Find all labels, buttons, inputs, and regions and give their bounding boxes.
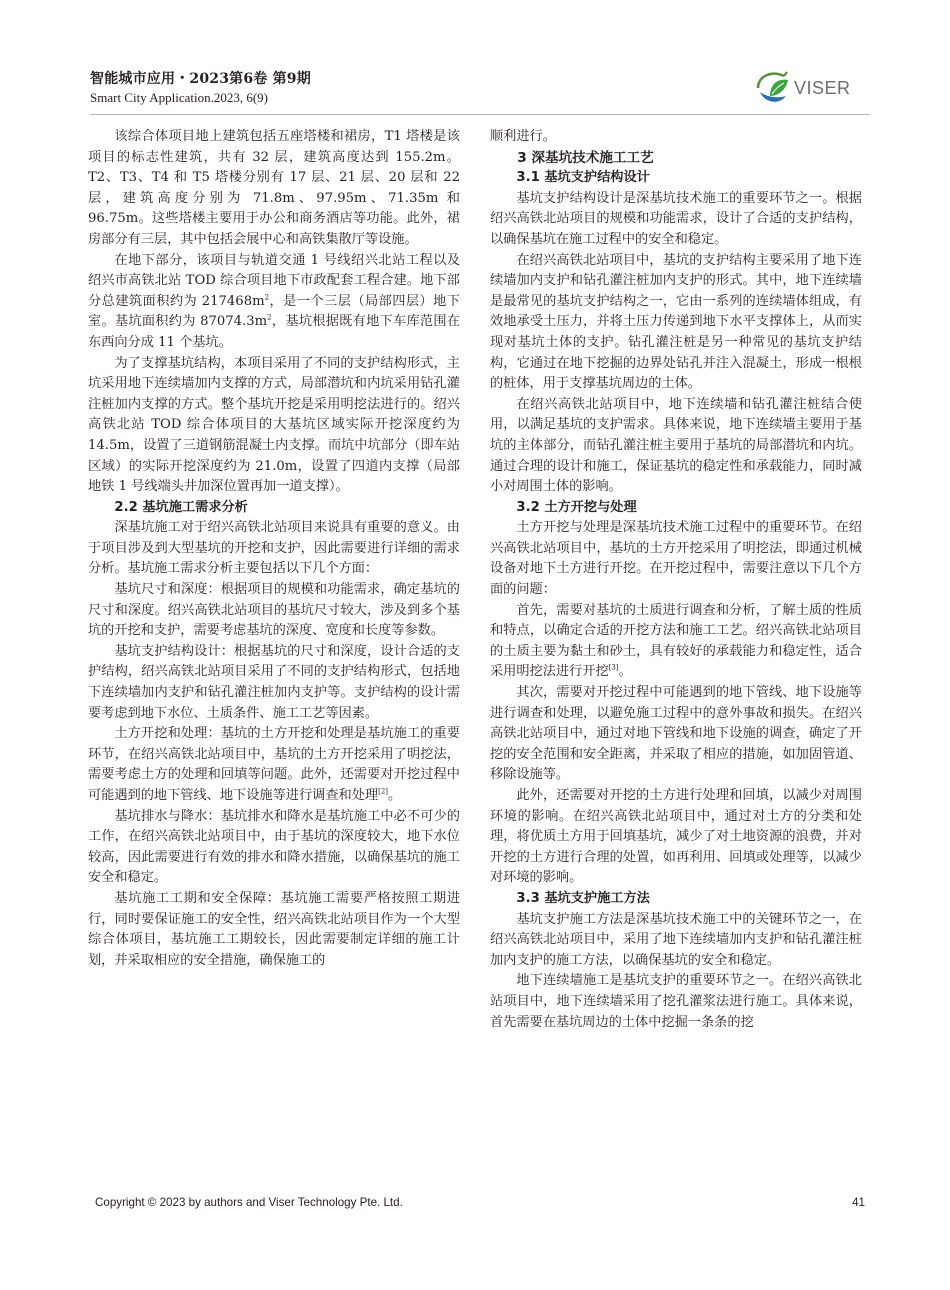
text-run: ，基坑根据既有地下车库范围在东西向分成 11 个基坑。: [88, 314, 461, 350]
copyright-notice: Copyright © 2023 by authors and Viser Technology Pte. Ltd.: [95, 1196, 403, 1209]
body-paragraph: [490, 971, 862, 1033]
page-footer: [95, 1196, 865, 1216]
superscript: 2: [267, 313, 272, 322]
body-paragraph: [490, 683, 862, 786]
section-heading: 3.1 基坑支护结构设计: [516, 170, 650, 186]
body-paragraph: [490, 601, 862, 683]
journal-english-title: Smart City Application.2023, 6(9): [90, 90, 269, 105]
text-run: 地下连续墙施工是基坑支护的重要环节之一。在绍兴高铁北站项目中，地下连续墙采用了挖孔灌浆法进行施工。具体来说，首先需要在基坑周边的土体中挖掘一条条的挖: [490, 973, 862, 1030]
text-run: 基坑尺寸和深度：根据项目的规模和功能需求，确定基坑的尺寸和深度。绍兴高铁北站项目的基坑尺寸较大，涉及到多个基坑的开挖和支护，需要考虑基坑的深度、宽度和长度等参数。: [88, 582, 460, 639]
logo-text: VISER: [794, 78, 851, 98]
superscript: 2: [264, 293, 270, 302]
body-paragraph: [88, 807, 460, 889]
body-paragraph: [88, 724, 460, 806]
superscript: [3]: [608, 664, 619, 673]
text-run: 此外，还需要对开挖的土方进行处理和回填，以减少对周围环境的影响。在绍兴高铁北站项目中，通过对土方的分类和处理，将优质土方用于回填基坑，减少了对土地资源的浪费，并对开挖的土方进行合理的处置，如再利用、回填或处理等，以减少对环境的影响。: [490, 788, 862, 886]
body-paragraph: [88, 518, 460, 580]
body-paragraph: [88, 251, 460, 354]
superscript: [2]: [378, 787, 389, 796]
text-run: 顺利进行。: [490, 129, 556, 144]
body-paragraph: [490, 251, 862, 395]
body-paragraph: [490, 786, 862, 889]
body-paragraph: [490, 910, 862, 972]
body-paragraph: [88, 127, 460, 251]
text-run: 在地下部分，该项目与轨道交通 1 号线绍兴北站工程以及绍兴市高铁北站 TOD 综合项目地下市政配套工程合建。地下部分总建筑面积约为 217468m: [88, 252, 460, 309]
text-run: 基坑施工工期和安全保障：基坑施工需要严格按照工期进行，同时要保证施工的安全性，绍兴高铁北站项目作为一个大型综合体项目，基坑施工工期较长，因此需要制定详细的施工计划，并采取相应的安全措施，确保施工的: [88, 890, 460, 968]
journal-title: 智能城市应用・2023第6卷 第9期: [90, 71, 311, 87]
body-paragraph: [88, 642, 460, 724]
text-run: 其次，需要对开挖过程中可能遇到的地下管线、地下设施等进行调查和处理，以避免施工过程中的意外事故和损失。在绍兴高铁北站项目中，通过对地下管线和地下设施的调查，确定了开挖的安全范围和安全距离，并采取了相应的措施，如加固管道、移除设施等。: [490, 685, 862, 783]
page-header: [90, 68, 870, 118]
body-paragraph: [490, 395, 862, 498]
text-run: 在绍兴高铁北站项目中，基坑的支护结构主要采用了地下连续墙加内支护和钻孔灌注桩加内支护的形式。其中，地下连续墙是最常见的基坑支护结构之一，它由一系列的连续墙体组成，有效地承受土压力，并将土压力传递到地下水平支撑体上，从而实现对基坑土体的支护。钻孔灌注桩是另一种常见的基坑支护结构，它通过在地下挖掘的边界处钻孔并注入混凝土，形成一根根的桩体，用于支撑基坑周边的土体。: [490, 252, 862, 392]
viser-logo: [750, 68, 870, 110]
text-run: 基坑支护结构设计：根据基坑的尺寸和深度，设计合适的支护结构，绍兴高铁北站项目采用了不同的支护结构形式，包括地下连续墙加内支护和钻孔灌注桩加内支护等。支护结构的设计需要考虑到地下水位、土质条件、施工工艺等因素。: [88, 643, 460, 721]
body-paragraph: [88, 354, 460, 498]
text-run: 基坑支护施工方法是深基坑技术施工中的关键环节之一，在绍兴高铁北站项目中，采用了地下连续墙加内支护和钻孔灌注桩加内支护的施工方法，以确保基坑的安全和稳定。: [490, 911, 862, 968]
text-run: 基坑支护结构设计是深基坑技术施工的重要环节之一。根据绍兴高铁北站项目的规模和功能需求，设计了合适的支护结构，以确保基坑在施工过程中的安全和稳定。: [490, 190, 862, 247]
header-rule: [90, 114, 870, 115]
left-column: [88, 127, 460, 971]
text-run: ，是一个三层（局部四层）地下室。基坑面积约为 87074.3m: [88, 293, 460, 330]
text-run: 基坑排水与降水：基坑排水和降水是基坑施工中必不可少的工作，在绍兴高铁北站项目中，由于基坑的深度较大，地下水位较高，因此需要进行有效的排水和降水措施，以确保基坑的施工安全和稳定。: [88, 808, 460, 886]
text-run: 该综合体项目地上建筑包括五座塔楼和裙房，T1 塔楼是该项目的标志性建筑，共有 32 层，建筑高度达到 155.2m。T2、T3、T4 和 T5 塔楼分别有 17 层、21 层、20 层和 22 层，建筑高度分别为 71.8m、97.95m、71.35m 和 96.75m。这些塔楼主要用于办公和商务酒店等功能。此外，裙房部分有三层，其中包括会展中心和高铁集散厅等设施。: [88, 129, 460, 247]
page-number: 41: [852, 1196, 865, 1209]
body-paragraph: [88, 580, 460, 642]
body-paragraph: [490, 127, 862, 148]
right-column: [490, 127, 862, 1033]
text-run: 首先，需要对基坑的土质进行调查和分析，了解土质的性质和特点，以确定合适的开挖方法和施工工艺。绍兴高铁北站项目的土质主要为黏土和砂土，具有较好的承载能力和稳定性，适合采用明挖法进行开挖: [490, 602, 862, 680]
text-run: 。: [388, 788, 402, 803]
text-run: 在绍兴高铁北站项目中，地下连续墙和钻孔灌注桩结合使用，以满足基坑的支护需求。具体来说，地下连续墙主要用于基坑的主体部分，而钻孔灌注桩主要用于基坑的局部潜坑和内坑。通过合理的设计和施工，保证基坑的稳定性和承载能力，同时减小对周围土体的影响。: [490, 396, 862, 495]
section-heading: 3.3 基坑支护施工方法: [516, 890, 650, 906]
body-paragraph: [88, 889, 460, 971]
section-heading: 3 深基坑技术施工工艺: [517, 149, 654, 166]
text-run: 。: [618, 664, 632, 680]
section-heading: 3.2 土方开挖与处理: [516, 499, 637, 515]
text-run: 土方开挖和处理：基坑的土方开挖和处理是基坑施工的重要环节，在绍兴高铁北站项目中，基坑的土方开挖采用了明挖法，需要考虑土方的处理和回填等问题。此外，还需要对开挖过程中可能遇到的地下管线、地下设施等进行调查和处理: [88, 726, 460, 803]
body-paragraph: [490, 518, 862, 600]
body-paragraph: [490, 189, 862, 251]
text-run: 土方开挖与处理是深基坑技术施工过程中的重要环节。在绍兴高铁北站项目中，基坑的土方开挖采用了明挖法，即通过机械设备对地下土方进行开挖。在开挖过程中，需要注意以下几个方面的问题：: [490, 520, 862, 598]
text-run: 深基坑施工对于绍兴高铁北站项目来说具有重要的意义。由于项目涉及到大型基坑的开挖和支护，因此需要进行详细的需求分析。基坑施工需求分析主要包括以下几个方面：: [88, 520, 460, 577]
section-heading: 2.2 基坑施工需求分析: [114, 499, 248, 515]
viser-leaf-logo-icon: [750, 68, 794, 110]
text-run: 为了支撑基坑结构，本项目采用了不同的支护结构形式，主坑采用地下连续墙加内支撑的方式，局部潜坑和内坑采用钻孔灌注桩加内支撑的方式。整个基坑开挖是采用明挖法进行的。绍兴高铁北站 TOD 综合体项目的大基坑区域实际开挖深度约为 14.5m，设置了三道钢筋混凝土内支撑。而坑中坑部分（即车站区域）的实际开挖深度约为 21.0m，设置了四道内支撑（局部地铁 1 号线端头井加深位置再加一道支撑）。: [88, 355, 460, 495]
